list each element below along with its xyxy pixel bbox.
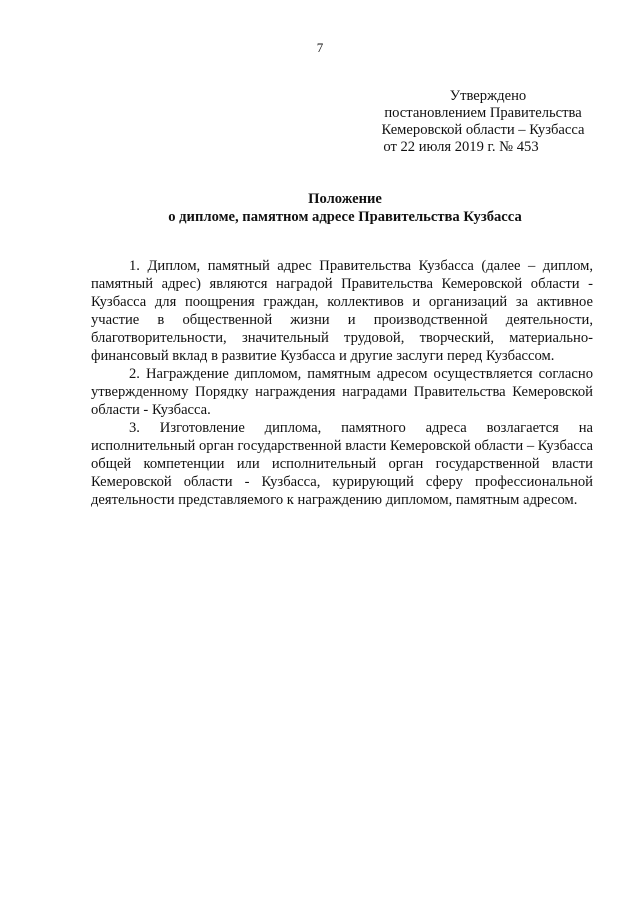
document-body	[91, 257, 593, 509]
paragraph-2: 2. Награждение дипломом, памятным адресом осуществляется согласно утвержденному Порядку награждения наградами Правительства Кемеровской области - Кузбасса.	[91, 366, 593, 418]
page-number: 7	[316, 40, 324, 55]
approval-stamp	[348, 88, 618, 156]
paragraph-1: 1. Диплом, памятный адрес Правительства Кузбасса (далее – диплом, памятный адрес) являются наградой Правительства Кемеровской области - Кузбасса для поощрения граждан, коллективов и организаций за активное участие в общественной жизни и производственной деятельности, благотворительности, значительный трудовой, творческий, материально-финансовый вклад в развитие Кузбасса и другие заслуги перед Кузбассом.	[91, 258, 593, 364]
approval-line-resolution: постановлением Правительства	[384, 105, 582, 121]
document-title	[0, 190, 640, 226]
approval-line-date-number: от 22 июля 2019 г. № 453	[383, 139, 539, 155]
paragraph-3: 3. Изготовление диплома, памятного адреса возлагается на исполнительный орган государственной власти Кемеровской области – Кузбасса общей компетенции или исполнительный орган государственной власти Кемеровской области - Кузбасса, курирующий сферу профессиональной деятельности представляемого к награждению дипломом, памятным адресом.	[91, 420, 593, 508]
approval-line-approved: Утверждено	[449, 88, 527, 104]
title-line-subject: о дипломе, памятном адресе Правительства Кузбасса	[168, 209, 522, 225]
title-line-regulation: Положение	[308, 191, 382, 207]
approval-line-region: Кемеровской области – Кузбасса	[381, 122, 585, 138]
